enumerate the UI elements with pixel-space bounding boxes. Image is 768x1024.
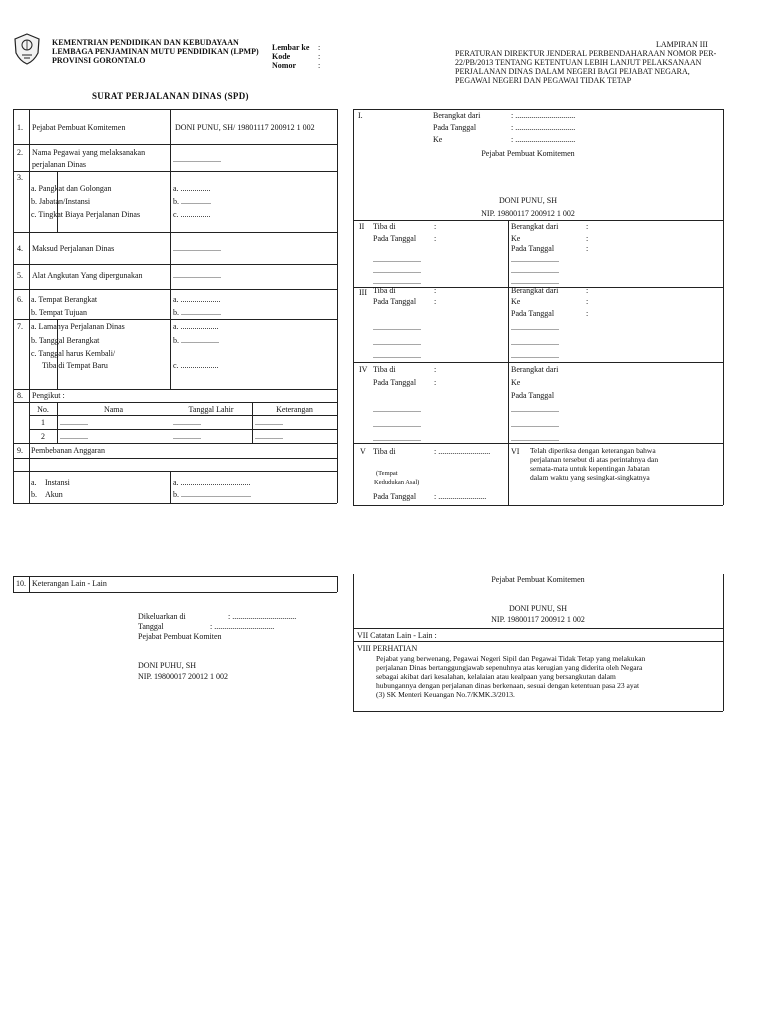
row-2-label-1: Nama Pegawai yang melaksanakan	[32, 148, 146, 157]
followers-row-1-remarks: ..............	[255, 418, 283, 427]
row-3-c-value: c. ...............	[173, 210, 211, 219]
row-3-a-value: a. ...............	[173, 184, 211, 193]
regulation-line-3: PERJALANAN DINAS DALAM NEGERI BAGI PEJABAT NEGARA,	[455, 67, 690, 76]
section-2-dots-4: ........................	[511, 255, 559, 264]
section-2-to-colon: :	[586, 234, 589, 243]
section-1-date-label: Pada Tanggal	[433, 123, 477, 132]
row-10-number: 10.	[16, 579, 26, 588]
section-3-date-label: Pada Tanggal	[373, 297, 417, 306]
section-2-dots-2: ........................	[373, 266, 421, 275]
kode-colon: :	[318, 52, 321, 61]
row-9-a-value: a. ...................................	[173, 478, 251, 487]
section-3-dots-3: ........................	[373, 351, 421, 360]
section-1-to-value: : ..............................	[511, 135, 576, 144]
section-5-home-base-note-2: Kedudukan Asal)	[374, 479, 420, 486]
row-6-a-value: a. ....................	[173, 295, 221, 304]
section-1-roman: I.	[358, 111, 363, 120]
regulation-line-1: PERATURAN DIREKTUR JENDERAL PERBENDAHARAAN NOMOR PER-	[455, 49, 717, 58]
bottom-signer-name: DONI PUNU, SH	[508, 604, 567, 613]
section-4-date-label: Pada Tanggal	[373, 378, 417, 387]
section-2-date2-colon: :	[586, 244, 589, 253]
section-8-paragraph-4: hubungannya dengan perjalanan dinas berkenaan, sesuai dengan ketentuan pasa 23 ayat	[376, 681, 640, 690]
followers-row-1-name: ..............	[60, 418, 88, 427]
issuer-title: Pejabat Pembuat Komiten	[138, 632, 222, 641]
row-1-label: Pejabat Pembuat Komitemen	[32, 123, 126, 132]
row-2-value: ........................	[173, 155, 221, 164]
section-4-dots-1: ........................	[373, 405, 421, 414]
row-3-b-value: b. ...............	[173, 197, 211, 206]
section-2-dots-5: ........................	[511, 266, 559, 275]
followers-row-2-name: ..............	[60, 432, 88, 441]
row-2-number: 2.	[17, 148, 23, 157]
row-7-b-label: b. Tanggal Berangkat	[31, 336, 100, 345]
section-3-arrive-label: Tiba di	[373, 286, 396, 295]
section-3-dots-4: ........................	[511, 323, 559, 332]
section-4-arrive-colon: :	[434, 365, 437, 374]
section-1-to-label: Ke	[433, 135, 443, 144]
section-1-signer-name: DONI PUNU, SH	[498, 196, 557, 205]
section-4-roman: IV	[359, 365, 368, 374]
row-9-b-value: b. ...................................	[173, 490, 251, 499]
section-4-depart-label: Berangkat dari	[511, 365, 559, 374]
province-name: PROVINSI GORONTALO	[52, 56, 146, 65]
section-4-to-label: Ke	[511, 378, 521, 387]
row-8-label: Pengikut :	[32, 391, 65, 400]
row-6-number: 6.	[17, 295, 23, 304]
row-3-b-label: b. Jabatan/Instansi	[31, 197, 91, 206]
section-1-depart-label: Berangkat dari	[433, 111, 481, 120]
row-3-a-label: a. Pangkat dan Golongan	[31, 184, 112, 193]
lembar-label: Lembar ke	[272, 43, 310, 52]
section-1-date-value: : ..............................	[511, 123, 576, 132]
followers-header-birthdate: Tanggal Lahir	[188, 405, 234, 414]
row-4-number: 4.	[17, 244, 23, 253]
followers-row-1-birthdate: ..............	[173, 418, 201, 427]
section-8-paragraph-3: sebagai akibat dari kesalahan, kelalaian atau kealpaan yang bersangkutan dalam	[376, 672, 616, 681]
row-3-number: 3.	[17, 173, 23, 182]
section-2-arrive-colon: :	[434, 222, 437, 231]
lampiran-label: LAMPIRAN III	[656, 40, 708, 49]
row-1-number: 1.	[17, 123, 23, 132]
row-7-number: 7.	[17, 322, 23, 331]
section-7-label: VII Catatan Lain - Lain :	[357, 631, 437, 640]
row-7-a-label: a. Lamanya Perjalanan Dinas	[31, 322, 125, 331]
row-8-number: 8.	[17, 391, 23, 400]
issuer-name: DONI PUHU, SH	[138, 661, 197, 670]
section-2-depart-label: Berangkat dari	[511, 222, 559, 231]
section-4-dots-3: ........................	[373, 434, 421, 443]
section-5-date-label: Pada Tanggal	[373, 492, 417, 501]
section-3-date-colon: :	[434, 297, 437, 306]
section-3-dots-2: ........................	[373, 338, 421, 347]
section-2-to-label: Ke	[511, 234, 521, 243]
section-1-signer-nip: NIP. 19800117 200912 1 002	[481, 209, 575, 218]
section-8-label: VIII PERHATIAN	[357, 644, 418, 653]
kode-label: Kode	[272, 52, 291, 61]
section-2-date2-label: Pada Tanggal	[511, 244, 555, 253]
tut-wuri-handayani-logo-icon	[14, 33, 40, 65]
issued-date-label: Tanggal	[138, 622, 164, 631]
row-6-a-label: a. Tempat Berangkat	[31, 295, 98, 304]
followers-header-remarks: Keterangan	[276, 405, 313, 414]
section-3-arrive-colon: :	[434, 286, 437, 295]
issued-date-value: : ..............................	[210, 622, 275, 631]
section-4-dots-5: ........................	[511, 420, 559, 429]
section-3-to-colon: :	[586, 297, 589, 306]
section-5-arrive-value: : ..........................	[434, 447, 491, 456]
nomor-label: Nomor	[272, 61, 296, 70]
section-3-dots-6: ........................	[511, 351, 559, 360]
nomor-colon: :	[318, 61, 321, 70]
section-4-dots-6: ........................	[511, 434, 559, 443]
row-3-c-label: c. Tingkat Biaya Perjalanan Dinas	[31, 210, 141, 219]
issued-at-label: Dikeluarkan di	[138, 612, 186, 621]
section-4-date2-label: Pada Tanggal	[511, 391, 555, 400]
section-2-roman: II	[359, 222, 365, 231]
ministry-name: KEMENTRIAN PENDIDIKAN DAN KEBUDAYAAN	[52, 38, 239, 47]
followers-row-2-no: 2	[41, 432, 45, 441]
followers-row-1-no: 1	[41, 418, 45, 427]
section-3-depart-colon: :	[586, 286, 589, 295]
followers-row-2-birthdate: ..............	[173, 432, 201, 441]
section-2-dots-6: ........................	[511, 277, 559, 286]
regulation-line-4: PEGAWAI NEGERI DAN PEGAWAI TIDAK TETAP	[455, 76, 632, 85]
document-title: SURAT PERJALANAN DINAS (SPD)	[92, 91, 249, 101]
section-6-line-3: semata-mata untuk kepentingan Jabatan	[530, 464, 650, 473]
section-6-line-4: dalam waktu yang sesingkat-singkatnya	[530, 473, 650, 482]
section-3-dots-1: ........................	[373, 323, 421, 332]
regulation-line-2: 22/PB/2013 TENTANG KETENTUAN LEBIH LANJUT PELAKSANAAN	[455, 58, 702, 67]
section-5-arrive-label: Tiba di	[373, 447, 396, 456]
section-1-signer-title: Pejabat Pembuat Komitemen	[481, 149, 575, 158]
section-5-home-base-note-1: (Tempat	[376, 470, 398, 477]
row-1-value: DONI PUNU, SH/ 19801117 200912 1 002	[175, 123, 315, 132]
section-4-date-colon: :	[434, 378, 437, 387]
section-8-paragraph-1: Pejabat yang berwenang, Pegawai Negeri Sipil dan Pegawai Tidak Tetap yang melakukan	[376, 654, 646, 663]
section-2-arrive-label: Tiba di	[373, 222, 396, 231]
row-5-label: Alat Angkutan Yang dipergunakan	[32, 271, 143, 280]
row-7-c-value: c. ...................	[173, 361, 219, 370]
row-9-b-label: Akun	[45, 490, 63, 499]
section-2-dots-1: ........................	[373, 255, 421, 264]
section-3-to-label: Ke	[511, 297, 521, 306]
row-9-label: Pembebanan Anggaran	[31, 446, 105, 455]
section-6-line-1: Telah diperiksa dengan keterangan bahwa	[530, 446, 656, 455]
row-7-c-label-1: c. Tanggal harus Kembali/	[31, 349, 116, 358]
issuer-nip: NIP. 19800017 20012 1 002	[138, 672, 229, 681]
issued-at-value: : ................................	[228, 612, 297, 621]
section-2-depart-colon: :	[586, 222, 589, 231]
section-6-roman: VI	[511, 447, 520, 456]
section-3-depart-label: Berangkat dari	[511, 286, 559, 295]
section-2-dots-3: ........................	[373, 277, 421, 286]
row-9-b-prefix: b.	[31, 490, 37, 499]
section-2-date-colon: :	[434, 234, 437, 243]
row-9-a-label: Instansi	[45, 478, 70, 487]
followers-header-name: Nama	[103, 405, 124, 414]
section-4-dots-4: ........................	[511, 405, 559, 414]
row-6-b-label: b. Tempat Tujuan	[31, 308, 87, 317]
row-7-b-value: b. ...................	[173, 336, 219, 345]
row-2-label-2: perjalanan Dinas	[32, 160, 86, 169]
row-7-c-label-2: Tiba di Tempat Baru	[42, 361, 108, 370]
followers-row-2-remarks: ..............	[255, 432, 283, 441]
row-5-number: 5.	[17, 271, 23, 280]
row-9-number: 9.	[17, 446, 23, 455]
row-4-label: Maksud Perjalanan Dinas	[32, 244, 115, 253]
section-8-paragraph-5: (3) SK Menteri Keuangan No.7/KMK.3/2013.	[376, 690, 515, 699]
institution-name: LEMBAGA PENJAMINAN MUTU PENDIDIKAN (LPMP)	[52, 47, 259, 56]
section-2-date-label: Pada Tanggal	[373, 234, 417, 243]
section-3-date2-colon: :	[586, 309, 589, 318]
row-4-value: ........................	[173, 244, 221, 253]
bottom-signer-title: Pejabat Pembuat Komitemen	[491, 575, 585, 584]
section-5-date-value: : ........................	[434, 492, 487, 501]
section-4-dots-2: ........................	[373, 420, 421, 429]
row-6-b-value: b. ....................	[173, 308, 221, 317]
section-4-arrive-label: Tiba di	[373, 365, 396, 374]
section-3-dots-5: ........................	[511, 338, 559, 347]
section-3-roman: III	[359, 288, 367, 297]
row-10-label: Keterangan Lain - Lain	[32, 579, 107, 588]
row-7-a-value: a. ...................	[173, 322, 219, 331]
row-9-a-prefix: a.	[31, 478, 37, 487]
section-6-line-2: perjalanan tersebut di atas perintahnya dan	[530, 455, 659, 464]
section-1-depart-value: : ..............................	[511, 111, 576, 120]
row-5-value: ........................	[173, 271, 221, 280]
section-5-roman: V	[360, 447, 366, 456]
lembar-colon: :	[318, 43, 321, 52]
followers-header-no: No.	[37, 405, 49, 414]
bottom-signer-nip: NIP. 19800117 200912 1 002	[491, 615, 585, 624]
section-8-paragraph-2: perjalanan Dinas bertanggungjawab sepenuhnya atas kerugian yang diderita oleh Negara	[376, 663, 643, 672]
section-3-date2-label: Pada Tanggal	[511, 309, 555, 318]
